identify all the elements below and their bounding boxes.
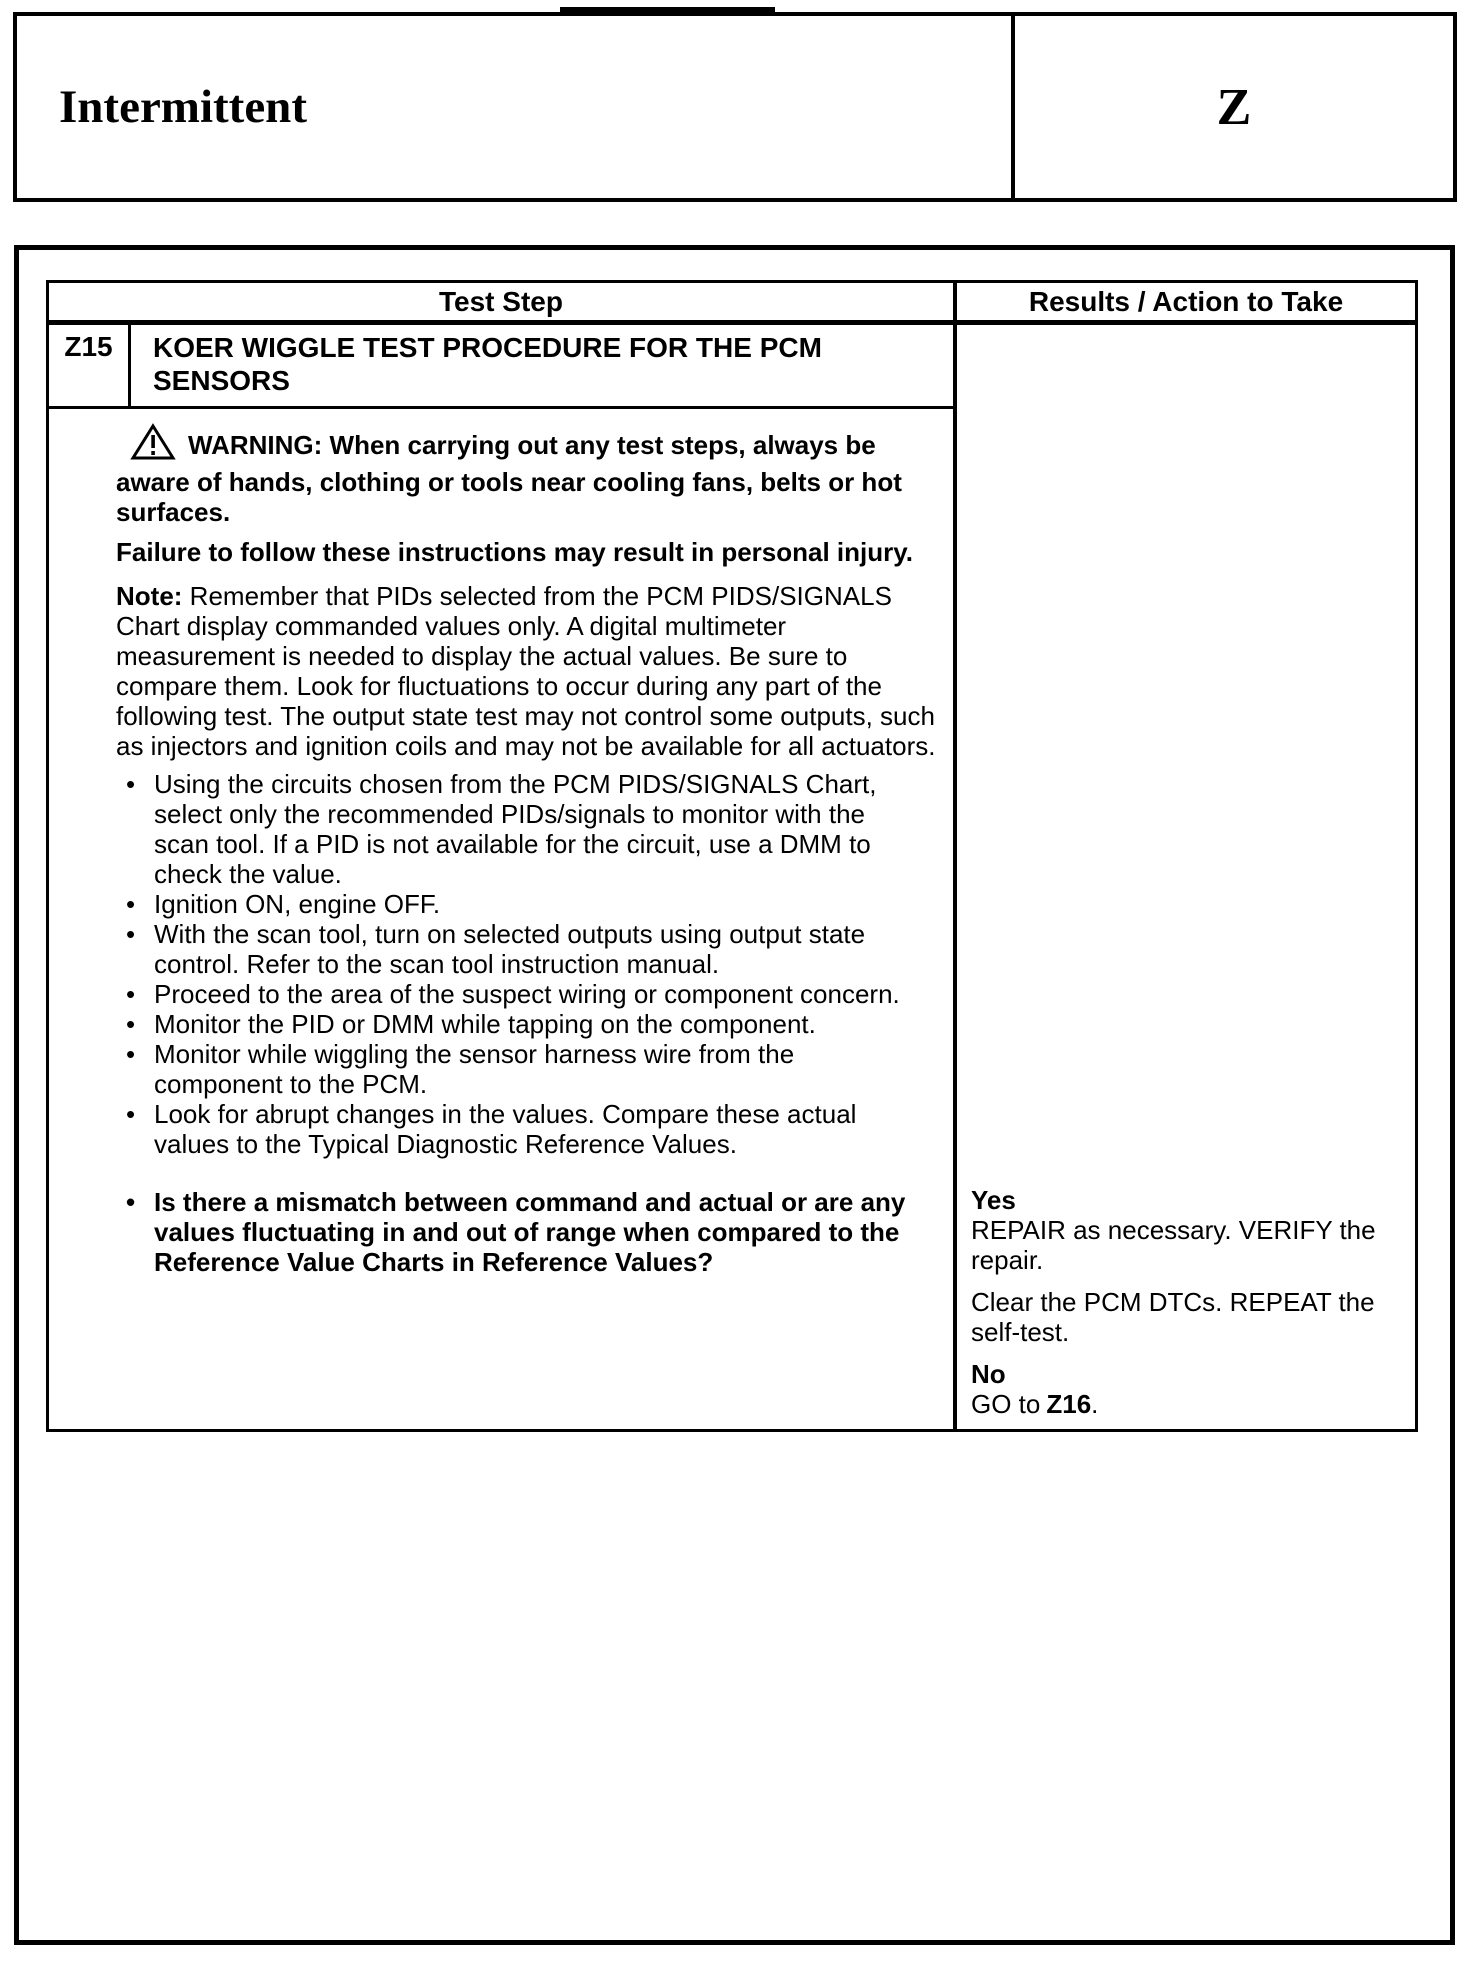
yes-label: Yes <box>971 1185 1016 1215</box>
warning-paragraph <box>116 423 943 527</box>
bullet-icon: • <box>126 979 136 1009</box>
step-question <box>116 1187 943 1277</box>
question-text: Is there a mismatch between command and actual or are any values fluctuating in and out of range when compared to the Reference Value Charts in Reference Values? <box>154 1187 906 1277</box>
bullet-icon: • <box>126 769 136 799</box>
column-header-results: Results / Action to Take <box>1028 285 1344 317</box>
bullet-icon: • <box>126 1009 136 1039</box>
warning-followup-text: Failure to follow these instructions may result in personal injury. <box>116 537 913 567</box>
page-header-section-cell <box>1015 16 1453 198</box>
section-letter: Z <box>1216 78 1252 136</box>
step-id: Z15 <box>49 325 131 406</box>
bullet-icon: • <box>126 1099 136 1129</box>
bullet-text: Monitor while wiggling the sensor harness wire from the component to the PCM. <box>154 1039 795 1099</box>
content-frame <box>14 245 1455 1945</box>
list-item <box>116 1009 943 1039</box>
table-header-row <box>49 283 1415 325</box>
column-header-test-step: Test Step <box>49 283 957 320</box>
note-paragraph <box>116 581 943 761</box>
no-action-target-step: Z16 <box>1046 1389 1092 1419</box>
list-item <box>116 979 943 1009</box>
bullet-text: Look for abrupt changes in the values. Compare these actual values to the Typical Diagnostic Reference Values. <box>154 1099 857 1159</box>
no-action-prefix: GO to <box>971 1389 1041 1419</box>
note-label: Note: <box>116 581 183 611</box>
yes-action-1: REPAIR as necessary. VERIFY the repair. <box>971 1215 1376 1275</box>
bullet-text: Using the circuits chosen from the PCM PIDS/SIGNALS Chart, select only the recommended PIDs/signals to monitor with the scan tool. If a PID is not available for the circuit, use a DMM to check the value. <box>154 769 877 889</box>
warning-text: WARNING: When carrying out any test steps, always be aware of hands, clothing or tools near cooling fans, belts or hot surfaces. <box>116 430 902 527</box>
page-header-title-cell <box>17 16 1015 198</box>
yes-action-2: Clear the PCM DTCs. REPEAT the self-test. <box>971 1287 1375 1347</box>
procedure-bullet-list <box>116 769 943 1277</box>
list-item <box>116 889 943 919</box>
list-item <box>116 1039 943 1099</box>
table-body-row <box>49 325 1415 1429</box>
no-action-suffix: . <box>1091 1389 1099 1419</box>
bullet-icon: • <box>126 919 136 949</box>
no-label: No <box>971 1359 1006 1389</box>
test-step-cell <box>49 325 957 1429</box>
bullet-icon: • <box>126 1039 136 1069</box>
bullet-text: With the scan tool, turn on selected outputs using output state control. Refer to the scan tool instruction manual. <box>154 919 866 979</box>
pinpoint-test-table <box>46 280 1418 1432</box>
warning-triangle-icon <box>130 423 176 467</box>
list-item <box>116 919 943 979</box>
step-body <box>49 409 953 1429</box>
list-item <box>116 769 943 889</box>
note-text: Remember that PIDs selected from the PCM PIDS/SIGNALS Chart display commanded values only. A digital multimeter measurement is needed to display the actual values. Be sure to compare them. Look for fluctuations to occur during any part of the following test. The output state test may not control some outputs, such as injectors and ignition coils and may not be available for all actuators. <box>116 581 936 761</box>
results-cell <box>957 325 1415 1429</box>
page-title: Intermittent <box>59 81 307 133</box>
step-title: KOER WIGGLE TEST PROCEDURE FOR THE PCM SENSORS <box>153 332 822 396</box>
step-title-row <box>49 325 953 409</box>
page-header <box>13 12 1457 202</box>
no-action <box>971 1389 1407 1419</box>
list-item <box>116 1099 943 1159</box>
bullet-text: Monitor the PID or DMM while tapping on the component. <box>154 1009 816 1039</box>
bullet-text: Proceed to the area of the suspect wiring or component concern. <box>154 979 900 1009</box>
bullet-icon: • <box>126 1187 136 1217</box>
bullet-icon: • <box>126 889 136 919</box>
bullet-text: Ignition ON, engine OFF. <box>154 889 441 919</box>
